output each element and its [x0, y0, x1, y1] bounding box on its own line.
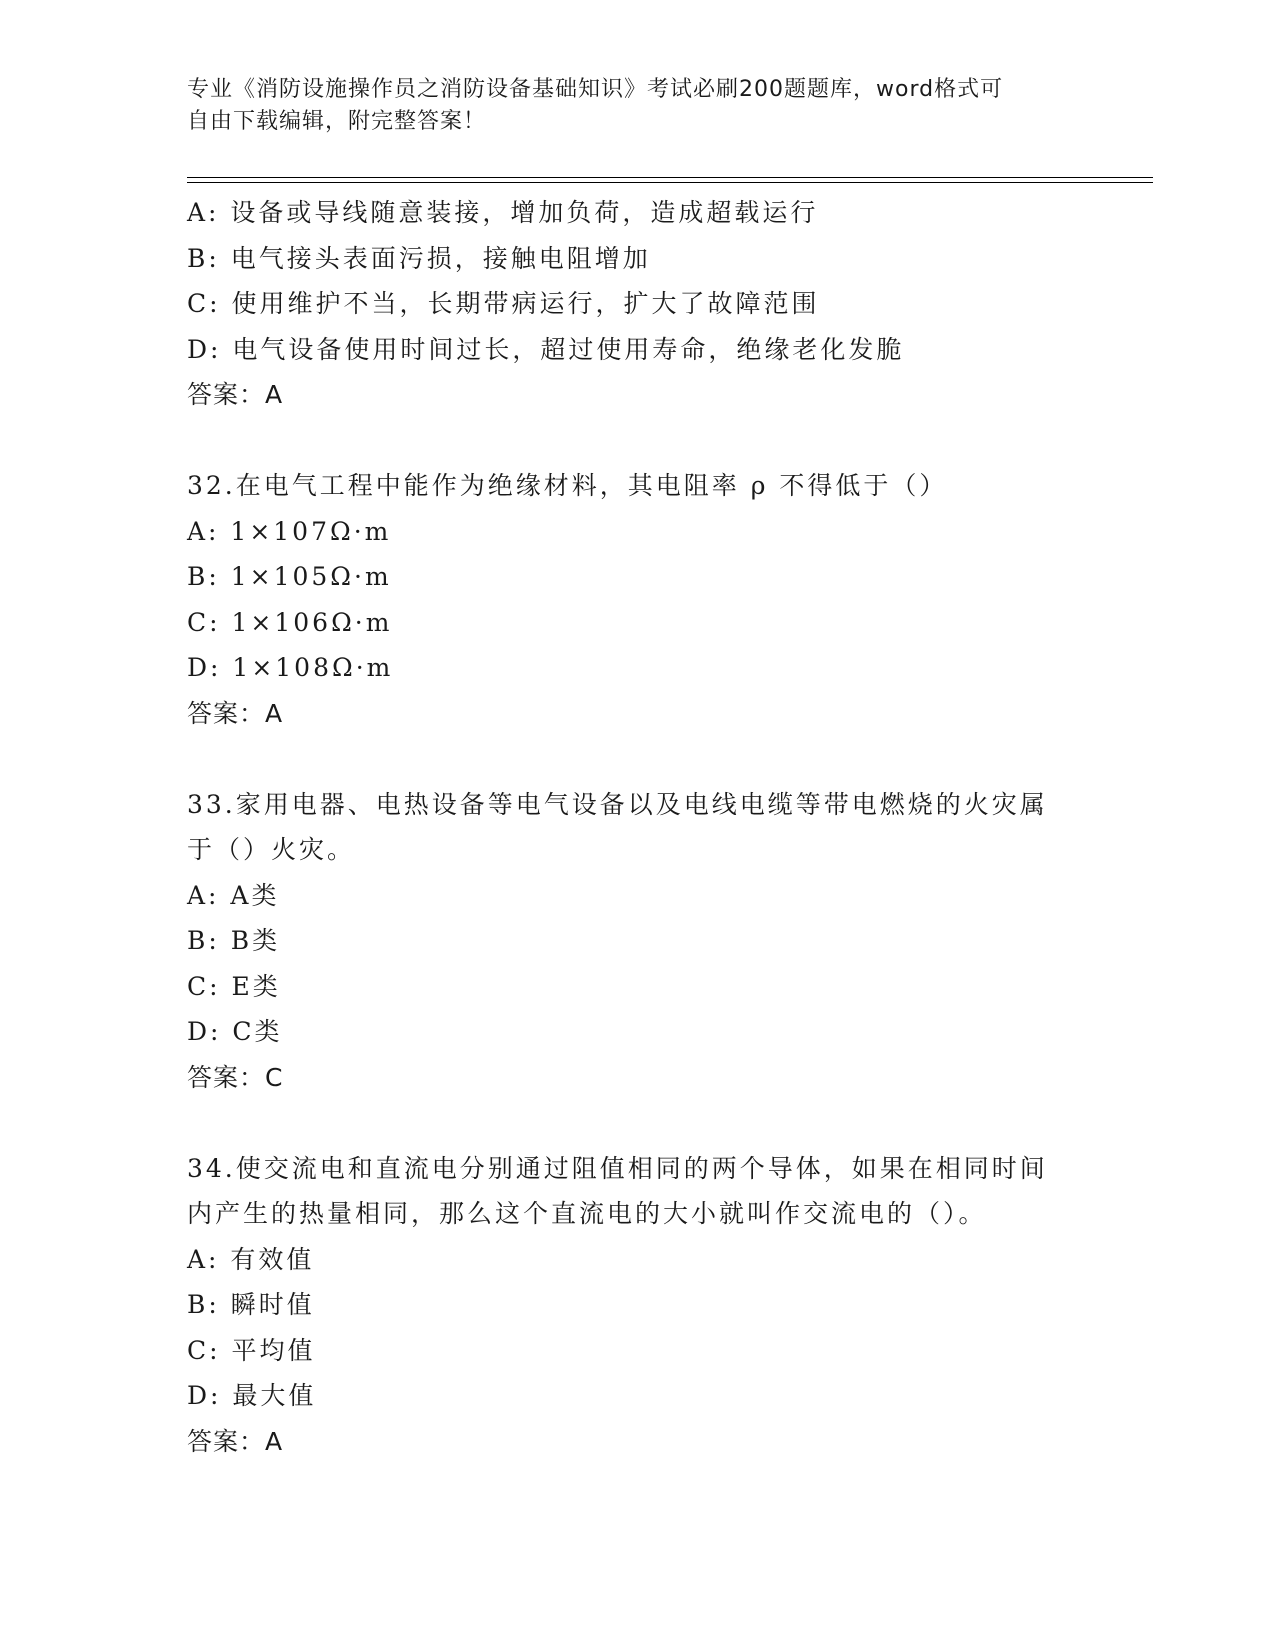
answer-line: 答案：A	[187, 698, 284, 728]
option-a: A: 有效值	[187, 1244, 315, 1274]
option-a: A: A类	[187, 880, 280, 910]
option-d: D: 电气设备使用时间过长，超过使用寿命，绝缘老化发脆	[187, 334, 905, 364]
option-b: B: 1×105Ω·m	[187, 562, 392, 591]
answer-line: 答案：C	[187, 1062, 284, 1092]
question-text-line-1: 33.家用电器、电热设备等电气设备以及电线电缆等带电燃烧的火灾属	[187, 789, 1048, 819]
spacer	[187, 736, 1087, 782]
question-block-33	[187, 782, 1087, 1101]
question-text-line-2: 内产生的热量相同，那么这个直流电的大小就叫作交流电的（）。	[187, 1199, 987, 1228]
option-b: B: B类	[187, 926, 281, 955]
spacer	[187, 1100, 1087, 1146]
option-b: B: 电气接头表面污损，接触电阻增加	[187, 243, 651, 273]
header-title-line-1: 专业《消防设施操作员之消防设备基础知识》考试必刷200题题库，word格式可	[187, 77, 1004, 102]
option-d: D: 最大值	[187, 1381, 317, 1410]
option-c: C: E类	[187, 971, 281, 1001]
answer-line: 答案：A	[187, 380, 284, 409]
header-title-line-2: 自由下载编辑，附完整答案！	[187, 109, 487, 134]
question-text-line-1: 34.使交流电和直流电分别通过阻值相同的两个导体，如果在相同时间	[187, 1153, 1048, 1183]
header-divider-top	[187, 177, 1153, 178]
header-divider-bottom	[187, 182, 1153, 183]
option-d: D: C类	[187, 1017, 283, 1046]
option-c: C: 1×106Ω·m	[187, 607, 393, 637]
option-c: C: 使用维护不当，长期带病运行，扩大了故障范围	[187, 289, 820, 318]
spacer	[187, 418, 1087, 464]
option-c: C: 平均值	[187, 1335, 316, 1365]
answer-line: 答案：A	[187, 1426, 284, 1456]
question-block-31	[187, 190, 1087, 418]
question-block-32	[187, 463, 1087, 736]
option-a: A: 1×107Ω·m	[187, 516, 392, 546]
question-text-line-2: 于（）火灾。	[187, 835, 356, 864]
question-text: 32.在电气工程中能作为绝缘材料，其电阻率 ρ 不得低于（）	[187, 471, 948, 500]
question-list	[187, 190, 1087, 1464]
document-header	[187, 74, 1087, 138]
option-d: D: 1×108Ω·m	[187, 653, 394, 682]
question-block-34	[187, 1146, 1087, 1465]
option-b: B: 瞬时值	[187, 1290, 315, 1319]
option-a: A: 设备或导线随意装接，增加负荷，造成超载运行	[187, 198, 819, 227]
